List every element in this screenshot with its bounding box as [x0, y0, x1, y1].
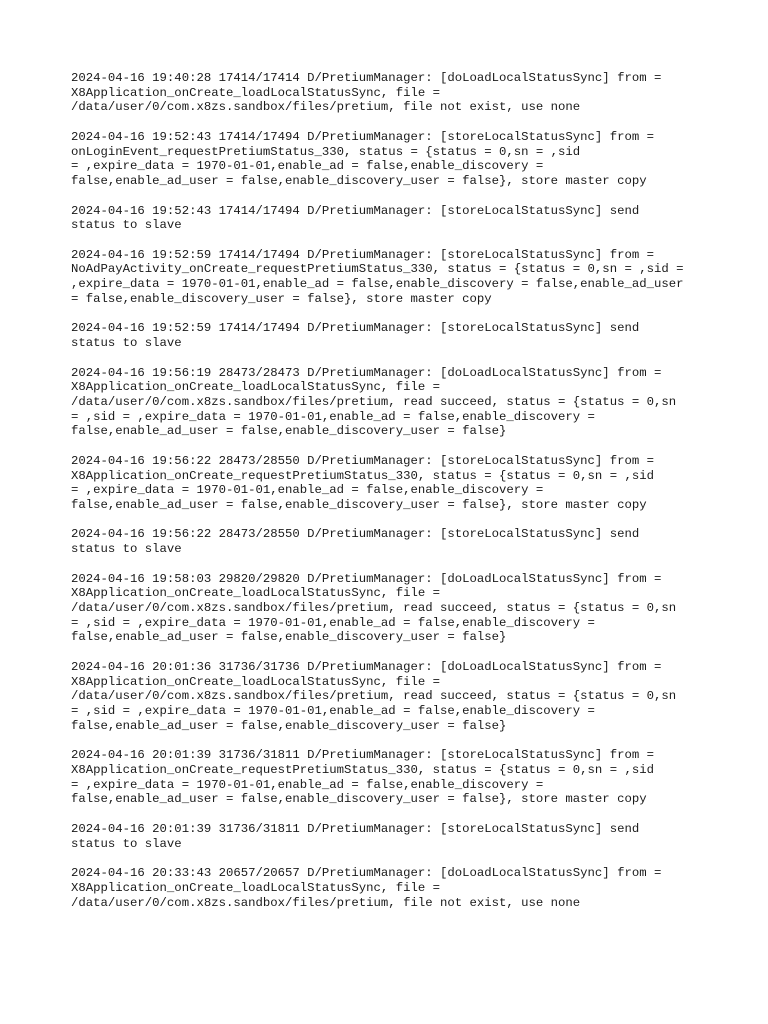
log-line: NoAdPayActivity_onCreate_requestPretiumStatus_330, status = {status = 0,sn = ,sid = [71, 262, 684, 277]
log-line: 2024-04-16 19:52:43 17414/17494 D/PretiumManager: [storeLocalStatusSync] from = [71, 129, 654, 144]
log-line: = false,enable_discovery_user = false}, store master copy [71, 291, 492, 306]
log-line: 2024-04-16 19:58:03 29820/29820 D/PretiumManager: [doLoadLocalStatusSync] from = [71, 571, 662, 586]
log-line: false,enable_ad_user = false,enable_discovery_user = false} [71, 718, 507, 733]
log-line: 2024-04-16 19:52:59 17414/17494 D/PretiumManager: [storeLocalStatusSync] send [71, 321, 640, 336]
log-line: 2024-04-16 19:56:19 28473/28473 D/PretiumManager: [doLoadLocalStatusSync] from = [71, 365, 662, 380]
log-line: = ,sid = ,expire_data = 1970-01-01,enable_ad = false,enable_discovery = [71, 409, 595, 424]
log-line: false,enable_ad_user = false,enable_discovery_user = false}, store master copy [71, 792, 647, 807]
log-line: X8Application_onCreate_loadLocalStatusSync, file = [71, 85, 440, 100]
log-line: 2024-04-16 19:52:43 17414/17494 D/PretiumManager: [storeLocalStatusSync] send [71, 203, 640, 218]
log-line: false,enable_ad_user = false,enable_discovery_user = false}, store master copy [71, 497, 647, 512]
log-line: false,enable_ad_user = false,enable_discovery_user = false} [71, 630, 507, 645]
log-line: X8Application_onCreate_loadLocalStatusSync, file = [71, 380, 440, 395]
log-line: /data/user/0/com.x8zs.sandbox/files/pretium, read succeed, status = {status = 0,sn [71, 689, 677, 704]
log-entry [71, 366, 721, 440]
log-line: 2024-04-16 19:56:22 28473/28550 D/PretiumManager: [storeLocalStatusSync] send [71, 527, 640, 542]
log-line: false,enable_ad_user = false,enable_discovery_user = false}, store master copy [71, 174, 647, 189]
log-line: = ,sid = ,expire_data = 1970-01-01,enable_ad = false,enable_discovery = [71, 615, 595, 630]
log-entry [71, 572, 721, 646]
log-entry [71, 204, 721, 233]
log-line: = ,expire_data = 1970-01-01,enable_ad = false,enable_discovery = [71, 483, 544, 498]
log-line: 2024-04-16 20:01:36 31736/31736 D/PretiumManager: [doLoadLocalStatusSync] from = [71, 659, 662, 674]
log-line: X8Application_onCreate_loadLocalStatusSync, file = [71, 674, 440, 689]
log-line: = ,expire_data = 1970-01-01,enable_ad = false,enable_discovery = [71, 159, 544, 174]
log-line: /data/user/0/com.x8zs.sandbox/files/pretium, file not exist, use none [71, 100, 581, 115]
log-entry [71, 866, 721, 910]
log-line: 2024-04-16 19:56:22 28473/28550 D/PretiumManager: [storeLocalStatusSync] from = [71, 453, 654, 468]
log-line: onLoginEvent_requestPretiumStatus_330, status = {status = 0,sn = ,sid [71, 144, 581, 159]
log-line: ,expire_data = 1970-01-01,enable_ad = false,enable_discovery = false,enable_ad_user [71, 277, 684, 292]
log-entry [71, 71, 721, 115]
log-line: = ,sid = ,expire_data = 1970-01-01,enable_ad = false,enable_discovery = [71, 704, 595, 719]
log-line: false,enable_ad_user = false,enable_discovery_user = false} [71, 424, 507, 439]
log-line: status to slave [71, 218, 182, 233]
log-document [71, 71, 721, 925]
log-entry [71, 248, 721, 307]
log-entry [71, 748, 721, 807]
log-line: X8Application_onCreate_requestPretiumStatus_330, status = {status = 0,sn = ,sid [71, 762, 654, 777]
log-line: 2024-04-16 19:40:28 17414/17414 D/PretiumManager: [doLoadLocalStatusSync] from = [71, 71, 662, 85]
log-line: X8Application_onCreate_requestPretiumStatus_330, status = {status = 0,sn = ,sid [71, 468, 654, 483]
log-line: 2024-04-16 20:01:39 31736/31811 D/PretiumManager: [storeLocalStatusSync] send [71, 821, 640, 836]
log-entry [71, 130, 721, 189]
log-line: /data/user/0/com.x8zs.sandbox/files/pretium, read succeed, status = {status = 0,sn [71, 601, 677, 616]
log-entry [71, 454, 721, 513]
log-line: /data/user/0/com.x8zs.sandbox/files/pretium, file not exist, use none [71, 895, 581, 910]
log-line: 2024-04-16 20:33:43 20657/20657 D/PretiumManager: [doLoadLocalStatusSync] from = [71, 866, 662, 881]
log-entry [71, 822, 721, 851]
log-line: 2024-04-16 19:52:59 17414/17494 D/PretiumManager: [storeLocalStatusSync] from = [71, 247, 654, 262]
log-line: status to slave [71, 542, 182, 557]
log-line: X8Application_onCreate_loadLocalStatusSync, file = [71, 880, 440, 895]
log-line: = ,expire_data = 1970-01-01,enable_ad = false,enable_discovery = [71, 777, 544, 792]
log-line: status to slave [71, 836, 182, 851]
log-line: /data/user/0/com.x8zs.sandbox/files/pretium, read succeed, status = {status = 0,sn [71, 394, 677, 409]
log-line: 2024-04-16 20:01:39 31736/31811 D/PretiumManager: [storeLocalStatusSync] from = [71, 748, 654, 763]
log-entry [71, 321, 721, 350]
log-entry [71, 527, 721, 556]
log-line: status to slave [71, 336, 182, 351]
log-entry [71, 660, 721, 734]
log-line: X8Application_onCreate_loadLocalStatusSync, file = [71, 586, 440, 601]
